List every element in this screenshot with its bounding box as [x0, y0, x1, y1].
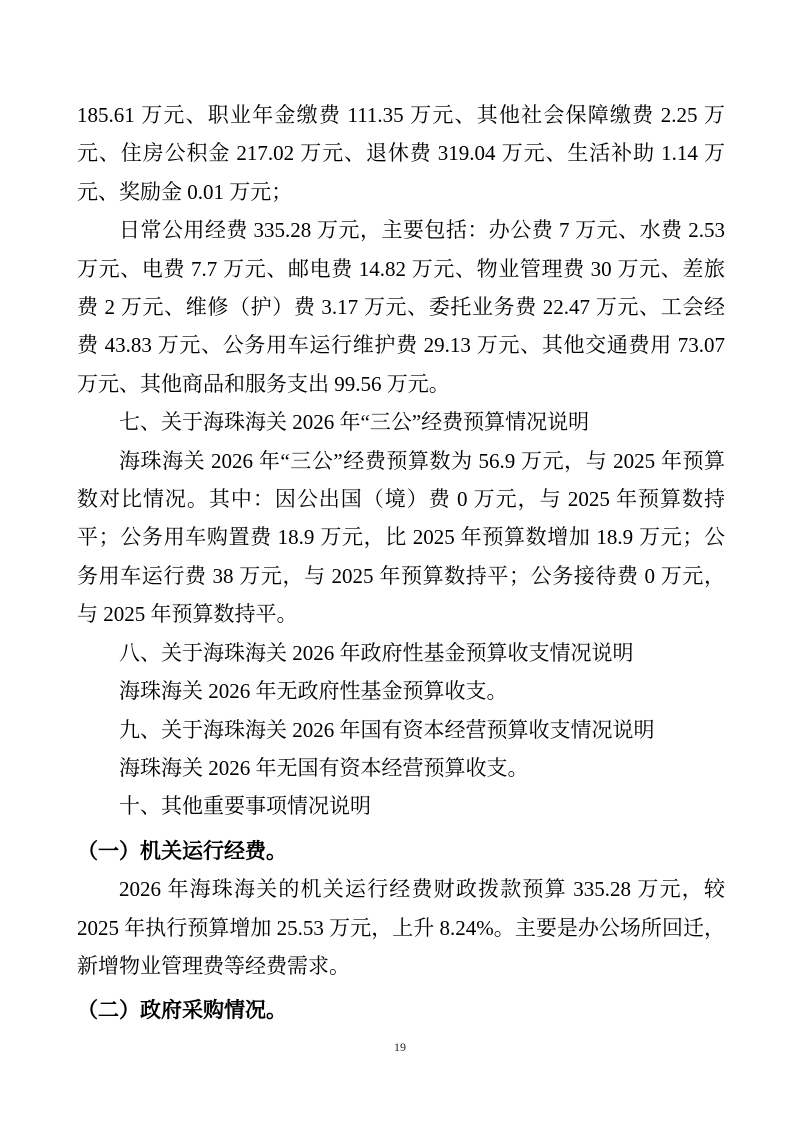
paragraph-three-public-expenses: 海珠海关 2026 年“三公”经费预算数为 56.9 万元，与 2025 年预算数对比情况。其中：因公出国（境）费 0 万元，与 2025 年预算数持平；公务用车购置费 18.9 万元，比 2025 年预算数增加 18.9 万元；公务用车运行费 38 万元，与 2025 年预算数持平；公务接待费 0 万元，与 2025 年预算数持平。 — [77, 448, 725, 627]
subheading-government-procurement: （二）政府采购情况。 — [77, 998, 287, 1023]
paragraph-operating-expenses: 2026 年海珠海关的机关运行经费财政拨款预算 335.28 万元，较 2025 年执行预算增加 25.53 万元，上升 8.24%。主要是办公场所回迁，新增物业管理费等经费需求。 — [77, 877, 725, 978]
section-heading-other-matters: 十、其他重要事项情况说明 — [119, 794, 371, 819]
paragraph-personnel-expenses-continued: 185.61 万元、职业年金缴费 111.35 万元、其他社会保障缴费 2.25 万元、住房公积金 217.02 万元、退休费 319.04 万元、生活补助 1.14 万元、奖励金 0.01 万元； — [77, 103, 725, 204]
document-body — [77, 96, 725, 1030]
section-heading-state-capital: 九、关于海珠海关 2026 年国有资本经营预算收支情况说明 — [119, 717, 655, 742]
paragraph-government-fund: 海珠海关 2026 年无政府性基金预算收支。 — [119, 679, 508, 704]
subheading-operating-expenses: （一）机关运行经费。 — [77, 838, 287, 863]
paragraph-public-expenses: 日常公用经费 335.28 万元，主要包括：办公费 7 万元、水费 2.53 万元、电费 7.7 万元、邮电费 14.82 万元、物业管理费 30 万元、差旅费 2 万元、维修（护）费 3.17 万元、委托业务费 22.47 万元、工会经费 43.83 万元、公务用车运行维护费 29.13 万元、其他交通费用 73.07 万元、其他商品和服务支出 99.56 万元。 — [77, 218, 725, 396]
section-heading-government-fund: 八、关于海珠海关 2026 年政府性基金预算收支情况说明 — [119, 640, 634, 665]
section-heading-three-public-expenses: 七、关于海珠海关 2026 年“三公”经费预算情况说明 — [119, 410, 590, 435]
page-number: 19 — [394, 1040, 406, 1054]
paragraph-state-capital: 海珠海关 2026 年无国有资本经营预算收支。 — [119, 755, 529, 780]
